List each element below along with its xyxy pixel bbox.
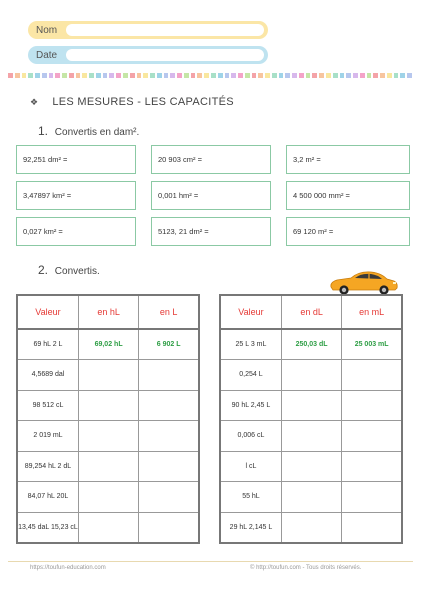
- color-strip-segment: [96, 73, 101, 78]
- name-field[interactable]: [28, 21, 268, 39]
- value-cell: l cL: [220, 451, 281, 482]
- exercise-1-cell[interactable]: 69 120 m² =: [286, 217, 410, 246]
- color-strip-segment: [340, 73, 345, 78]
- color-strip-segment: [367, 73, 372, 78]
- diamond-bullet-icon: ❖: [30, 96, 39, 107]
- color-strip-segment: [265, 73, 270, 78]
- sports-car-illustration: [327, 266, 399, 296]
- answer-cell[interactable]: [139, 390, 199, 421]
- color-strip-segment: [42, 73, 47, 78]
- date-label: Date: [36, 49, 58, 61]
- exercise-1-grid: [16, 145, 410, 246]
- answer-cell[interactable]: [281, 360, 341, 391]
- answer-cell[interactable]: 25 003 mL: [342, 329, 402, 360]
- color-strip-segment: [231, 73, 236, 78]
- column-header: en dL: [281, 295, 341, 329]
- answer-cell[interactable]: [78, 360, 138, 391]
- table-row: [220, 329, 402, 360]
- color-strip-segment: [353, 73, 358, 78]
- color-strip-segment: [15, 73, 20, 78]
- answer-cell[interactable]: [139, 360, 199, 391]
- table-row: [220, 390, 402, 421]
- column-header: en mL: [342, 295, 402, 329]
- footer-divider: [8, 561, 413, 562]
- exercise-1-cell[interactable]: 3,47897 km² =: [16, 181, 136, 210]
- table-row: [220, 512, 402, 543]
- footer-link-left[interactable]: https://toufun-education.com: [30, 565, 106, 571]
- color-strip-segment: [360, 73, 365, 78]
- answer-cell[interactable]: [342, 482, 402, 513]
- table-row: [17, 329, 199, 360]
- table-header-row: [17, 295, 199, 329]
- value-cell: 0,006 cL: [220, 421, 281, 452]
- answer-cell[interactable]: [78, 512, 138, 543]
- exercise-1-cell[interactable]: 3,2 m² =: [286, 145, 410, 174]
- conversion-table-left: [16, 294, 200, 544]
- answer-cell[interactable]: [281, 390, 341, 421]
- date-field[interactable]: [28, 46, 268, 64]
- table-row: [17, 512, 199, 543]
- color-strip-segment: [123, 73, 128, 78]
- color-strip-segment: [279, 73, 284, 78]
- color-strip-segment: [89, 73, 94, 78]
- value-cell: 4,5689 dal: [17, 360, 78, 391]
- color-strip-segment: [150, 73, 155, 78]
- color-strip-segment: [299, 73, 304, 78]
- value-cell: 13,45 daL 15,23 cL: [17, 512, 78, 543]
- answer-cell[interactable]: [281, 451, 341, 482]
- color-strip-segment: [164, 73, 169, 78]
- color-strip-segment: [137, 73, 142, 78]
- color-strip-segment: [197, 73, 202, 78]
- value-cell: 25 L 3 mL: [220, 329, 281, 360]
- color-strip-segment: [394, 73, 399, 78]
- color-strip-segment: [211, 73, 216, 78]
- section-2-text: Convertis.: [54, 266, 100, 277]
- color-strip-segment: [76, 73, 81, 78]
- page-title: LES MESURES - LES CAPACITÉS: [52, 96, 234, 108]
- answer-cell[interactable]: [78, 482, 138, 513]
- color-strip-segment: [177, 73, 182, 78]
- answer-cell[interactable]: [281, 512, 341, 543]
- table-header-row: [220, 295, 402, 329]
- conversion-table-right: [219, 294, 403, 544]
- table-row: [17, 482, 199, 513]
- color-strip-segment: [35, 73, 40, 78]
- color-strip-segment: [312, 73, 317, 78]
- value-cell: 0,254 L: [220, 360, 281, 391]
- color-strip-segment: [272, 73, 277, 78]
- color-strip-segment: [184, 73, 189, 78]
- color-strip-segment: [319, 73, 324, 78]
- section-1-heading: [38, 124, 139, 138]
- column-header: en L: [139, 295, 199, 329]
- value-cell: 55 hL: [220, 482, 281, 513]
- value-cell: 98 512 cL: [17, 390, 78, 421]
- value-cell: 89,254 hL 2 dL: [17, 451, 78, 482]
- color-strip-segment: [326, 73, 331, 78]
- color-strip-segment: [285, 73, 290, 78]
- column-header: en hL: [78, 295, 138, 329]
- name-input[interactable]: [66, 24, 264, 36]
- answer-cell[interactable]: 6 902 L: [139, 329, 199, 360]
- color-strip-segment: [109, 73, 114, 78]
- answer-cell[interactable]: 250,03 dL: [281, 329, 341, 360]
- exercise-1-cell[interactable]: 4 500 000 mm² =: [286, 181, 410, 210]
- name-label: Nom: [36, 24, 58, 36]
- column-header: Valeur: [17, 295, 78, 329]
- color-strip-segment: [380, 73, 385, 78]
- color-strip-segment: [292, 73, 297, 78]
- exercise-1-cell[interactable]: 0,001 hm² =: [151, 181, 271, 210]
- exercise-1-cell[interactable]: 20 903 cm² =: [151, 145, 271, 174]
- color-strip-segment: [130, 73, 135, 78]
- answer-cell[interactable]: [342, 421, 402, 452]
- table-row: [220, 482, 402, 513]
- value-cell: 90 hL 2,45 L: [220, 390, 281, 421]
- color-strip-segment: [225, 73, 230, 78]
- color-strip-segment: [252, 73, 257, 78]
- table-row: [17, 421, 199, 452]
- color-strip-segment: [103, 73, 108, 78]
- color-strip-segment: [407, 73, 412, 78]
- answer-cell[interactable]: [78, 390, 138, 421]
- color-strip-segment: [143, 73, 148, 78]
- color-strip-segment: [28, 73, 33, 78]
- answer-cell[interactable]: [139, 421, 199, 452]
- exercise-1-cell[interactable]: 5123, 21 dm² =: [151, 217, 271, 246]
- answer-cell[interactable]: [78, 421, 138, 452]
- color-strip-segment: [346, 73, 351, 78]
- color-strip-segment: [306, 73, 311, 78]
- answer-cell[interactable]: [342, 512, 402, 543]
- section-1-text: Convertis en dam².: [54, 127, 140, 138]
- table-row: [17, 451, 199, 482]
- color-strip-segment: [49, 73, 54, 78]
- answer-cell[interactable]: [342, 390, 402, 421]
- answer-cell[interactable]: [342, 360, 402, 391]
- answer-cell[interactable]: [139, 512, 199, 543]
- section-2-heading: [38, 263, 100, 277]
- column-header: Valeur: [220, 295, 281, 329]
- date-input[interactable]: [66, 49, 264, 61]
- color-strip-segment: [116, 73, 121, 78]
- color-strip-segment: [258, 73, 263, 78]
- color-strip-segment: [62, 73, 67, 78]
- section-2-number: 2.: [38, 263, 49, 277]
- color-strip-segment: [8, 73, 13, 78]
- decorative-color-strip: [8, 73, 412, 78]
- color-strip-segment: [204, 73, 209, 78]
- color-strip-segment: [82, 73, 87, 78]
- answer-cell[interactable]: [139, 451, 199, 482]
- table-row: [220, 451, 402, 482]
- color-strip-segment: [245, 73, 250, 78]
- color-strip-segment: [400, 73, 405, 78]
- table-row: [220, 360, 402, 391]
- section-1-number: 1.: [38, 124, 49, 138]
- color-strip-segment: [238, 73, 243, 78]
- color-strip-segment: [170, 73, 175, 78]
- answer-cell[interactable]: [78, 451, 138, 482]
- footer-copyright[interactable]: © http://toufun.com - Tous droits réservés.: [250, 565, 362, 571]
- table-row: [17, 390, 199, 421]
- table-row: [17, 360, 199, 391]
- answer-cell[interactable]: [342, 451, 402, 482]
- page-title-row: [30, 96, 234, 108]
- color-strip-segment: [69, 73, 74, 78]
- value-cell: 69 hL 2 L: [17, 329, 78, 360]
- value-cell: 2 019 mL: [17, 421, 78, 452]
- value-cell: 84,07 hL 20L: [17, 482, 78, 513]
- color-strip-segment: [55, 73, 60, 78]
- answer-cell[interactable]: [281, 421, 341, 452]
- color-strip-segment: [157, 73, 162, 78]
- table-row: [220, 421, 402, 452]
- color-strip-segment: [22, 73, 27, 78]
- exercise-1-cell[interactable]: 0,027 km² =: [16, 217, 136, 246]
- answer-cell[interactable]: [139, 482, 199, 513]
- color-strip-segment: [218, 73, 223, 78]
- value-cell: 29 hL 2,145 L: [220, 512, 281, 543]
- answer-cell[interactable]: [281, 482, 341, 513]
- color-strip-segment: [373, 73, 378, 78]
- color-strip-segment: [191, 73, 196, 78]
- color-strip-segment: [387, 73, 392, 78]
- color-strip-segment: [333, 73, 338, 78]
- exercise-1-cell[interactable]: 92,251 dm² =: [16, 145, 136, 174]
- answer-cell[interactable]: 69,02 hL: [78, 329, 138, 360]
